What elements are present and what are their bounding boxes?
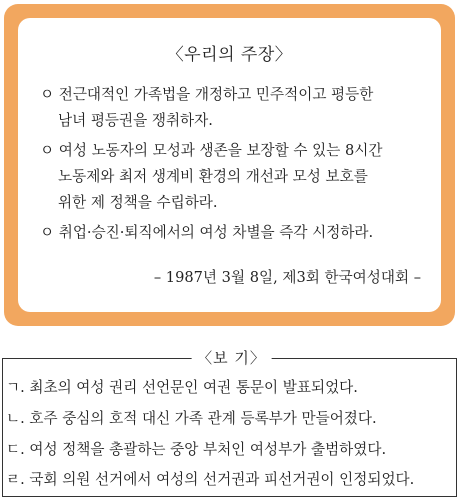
claim-line: ㅇ 전근대적인 가족법을 개정하고 민주적이고 평등한 — [40, 86, 374, 103]
claim-item — [40, 82, 420, 134]
source-citation: – 1987년 3월 8일, 제3회 한국여성대회 – — [153, 269, 421, 286]
source-frame — [4, 4, 455, 326]
claim-line: ㅇ 여성 노동자의 모성과 생존을 보장할 수 있는 8시간 — [40, 142, 383, 159]
choice-item[interactable]: ㄷ. 여성 정책을 총괄하는 중앙 부처인 여성부가 출범하였다. — [6, 441, 387, 458]
claim-line: 위한 제 정책을 수립하라. — [58, 194, 218, 211]
claim-item — [40, 138, 420, 216]
claim-item — [40, 220, 420, 246]
choice-item[interactable]: ㄴ. 호주 중심의 호적 대신 가족 관계 등록부가 만들어졌다. — [6, 410, 377, 427]
claim-line: 남녀 평등권을 쟁취하자. — [58, 112, 213, 129]
source-title: 〈우리의 주장〉 — [166, 45, 293, 65]
choice-item[interactable]: ㄹ. 국회 의원 선거에서 여성의 선거권과 피선거권이 인정되었다. — [6, 471, 415, 488]
claim-line: 노동제와 최저 생계비 환경의 개선과 모성 보호를 — [58, 168, 368, 185]
source-panel — [18, 18, 441, 312]
choice-item[interactable]: ㄱ. 최초의 여성 권리 선언문인 여권 통문이 발표되었다. — [6, 379, 358, 396]
claim-line: ㅇ 취업·승진·퇴직에서의 여성 차별을 즉각 시정하라. — [40, 224, 374, 241]
choices-legend: 〈보 기〉 — [191, 347, 272, 368]
